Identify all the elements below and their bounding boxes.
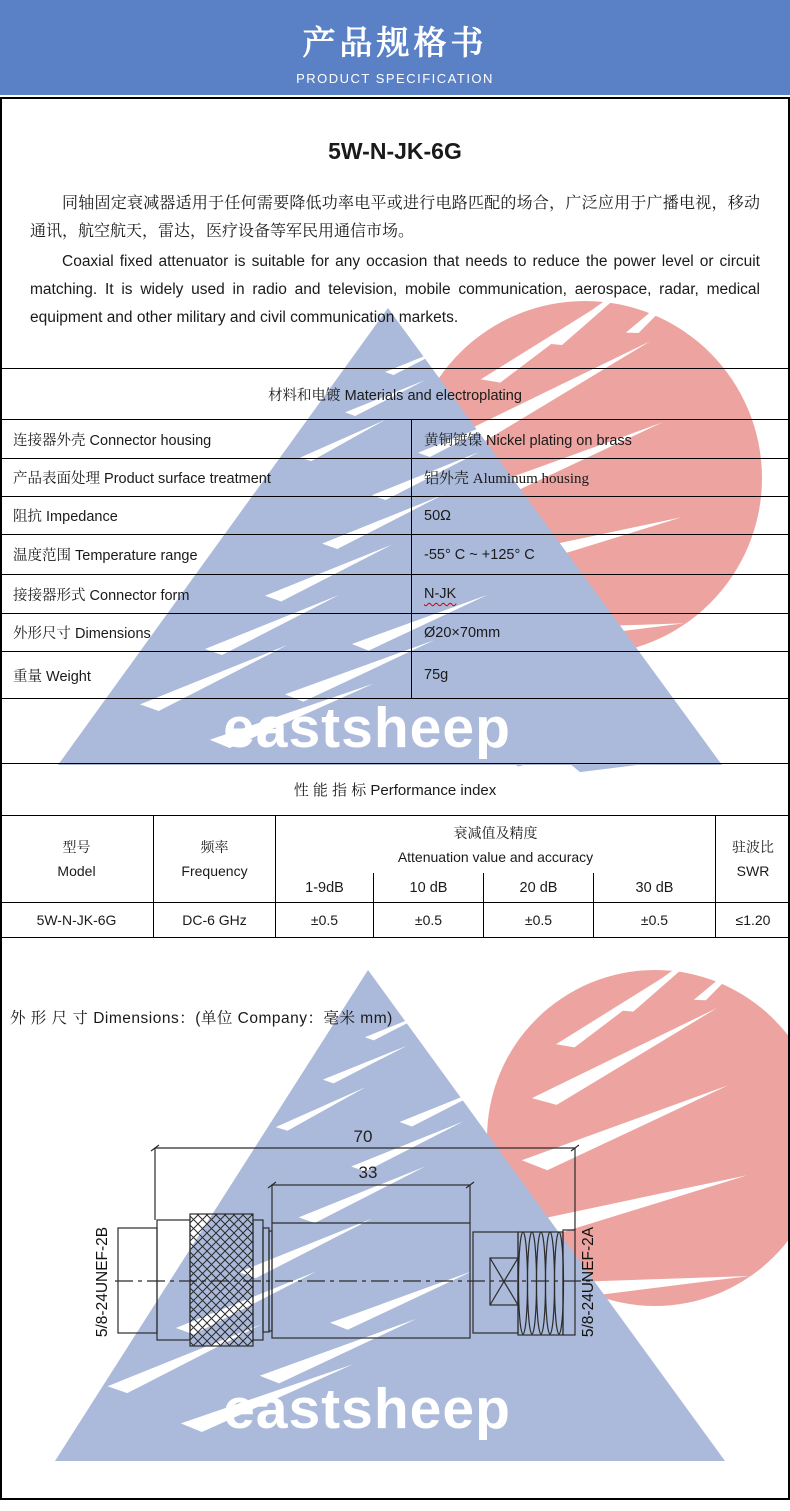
- table-row: [0, 419, 790, 458]
- left-flange: [157, 1220, 190, 1340]
- data-accuracy-30db: ±0.5: [593, 902, 715, 937]
- data-accuracy-10db: ±0.5: [373, 902, 483, 937]
- left-ring-3: [269, 1231, 272, 1331]
- right-thread-label: 5/8-24UNEF-2A: [580, 1226, 597, 1338]
- col-header-model-cn: 型号: [62, 839, 91, 855]
- thread-ridge: [555, 1232, 564, 1334]
- col-header-model-en: Model: [57, 863, 96, 879]
- table-row: [0, 574, 790, 613]
- row-label: 重量 Weight: [0, 652, 412, 698]
- data-frequency: DC-6 GHz: [153, 902, 275, 937]
- brand-watermark-bottom: eastsheep: [223, 1377, 511, 1441]
- col-header-swr-en: SWR: [736, 863, 770, 879]
- row-label: 接接器形式 Connector form: [0, 575, 412, 613]
- thread-ridge: [528, 1232, 537, 1334]
- brand-watermark-top: eastsheep: [223, 696, 511, 760]
- col-header-attenuation-cn: 衰减值及精度: [453, 824, 538, 841]
- product-model-title: 5W-N-JK-6G: [328, 138, 462, 164]
- col-header-model: [0, 816, 153, 902]
- left-ring-2: [263, 1228, 269, 1332]
- left-ring-1: [253, 1220, 263, 1340]
- col-header-frequency-en: Frequency: [181, 863, 248, 879]
- data-model: 5W-N-JK-6G: [0, 902, 153, 937]
- row-label: 连接器外壳 Connector housing: [0, 420, 412, 458]
- data-swr: ≤1.20: [715, 902, 790, 937]
- thread-ridge: [519, 1232, 528, 1334]
- data-accuracy-1-9db: ±0.5: [275, 902, 373, 937]
- description-cn: 同轴固定衰减器适用于任何需要降低功率电平或进行电路匹配的场合，广泛应用于广播电视，移动通讯，航空航天，雷达，医疗设备等军民用通信市场。: [30, 195, 760, 240]
- table-row: [0, 496, 790, 534]
- sub-header-10db: 10 dB: [373, 873, 483, 902]
- col-header-swr: [715, 816, 790, 902]
- doc-title-en: PRODUCT SPECIFICATION: [296, 71, 494, 86]
- sub-header-1-9db: 1-9dB: [275, 873, 373, 902]
- row-value: 黄铜镀镍 Nickel plating on brass: [424, 432, 632, 449]
- col-header-attenuation-en: Attenuation value and accuracy: [397, 848, 594, 865]
- performance-table: [0, 815, 790, 938]
- row-value: 75g: [424, 667, 449, 683]
- table-row: [0, 613, 790, 651]
- row-value: 50Ω: [424, 507, 451, 524]
- table-row: [0, 534, 790, 574]
- col-header-swr-cn: 驻波比: [732, 839, 774, 855]
- row-label: 外形尺寸 Dimensions: [0, 614, 412, 651]
- connector-form-value: N-JK: [424, 586, 457, 602]
- col-header-attenuation: [275, 816, 715, 873]
- left-thread-label: 5/8-24UNEF-2B: [94, 1226, 111, 1338]
- col-header-frequency-cn: 频率: [200, 839, 229, 855]
- row-value: [412, 575, 790, 613]
- sub-header-30db: 30 dB: [593, 873, 715, 902]
- right-block: [473, 1232, 518, 1333]
- attenuator-body: [272, 1185, 470, 1338]
- doc-title-cn: 产品规格书: [302, 24, 488, 61]
- dimensions-section-title: 外 形 尺 寸 Dimensions：(单位 Company：毫米 mm): [10, 1010, 393, 1027]
- header-banner: [0, 0, 790, 95]
- row-value: -55° C ~ +125° C: [424, 546, 535, 563]
- materials-table: [0, 368, 790, 699]
- data-accuracy-20db: ±0.5: [483, 902, 593, 937]
- row-value: Ø20×70mm: [424, 624, 501, 641]
- right-flange: [563, 1230, 575, 1335]
- col-header-frequency: [153, 816, 275, 902]
- sub-header-20db: 20 dB: [483, 873, 593, 902]
- description-en: Coaxial fixed attenuator is suitable for any occasion that needs to reduce the power level or circuit matching. It is widely used in radio and television, mobile communication, aerospace, radar, medical equipment and other military and civil communication markets.: [30, 253, 760, 326]
- performance-section-title: 性 能 指 标 Performance index: [0, 763, 790, 815]
- row-label: 温度范围 Temperature range: [0, 535, 412, 574]
- thread-ridge: [546, 1232, 555, 1334]
- body-step-line: [268, 1182, 474, 1223]
- table-row: [0, 651, 790, 699]
- table-row: [0, 458, 790, 496]
- row-value: 铝外壳 Aluminum housing: [424, 471, 590, 487]
- dimension-drawing: [90, 1125, 650, 1385]
- knurled-nut: [190, 1214, 253, 1346]
- row-label: 产品表面处理 Product surface treatment: [0, 459, 412, 496]
- thread-ridge: [537, 1232, 546, 1334]
- materials-section-title: 材料和电镀 Materials and electroplating: [268, 387, 522, 404]
- dim-70-label: 70: [353, 1127, 373, 1146]
- dim-33-label: 33: [358, 1163, 378, 1182]
- row-label: 阻抗 Impedance: [0, 497, 412, 534]
